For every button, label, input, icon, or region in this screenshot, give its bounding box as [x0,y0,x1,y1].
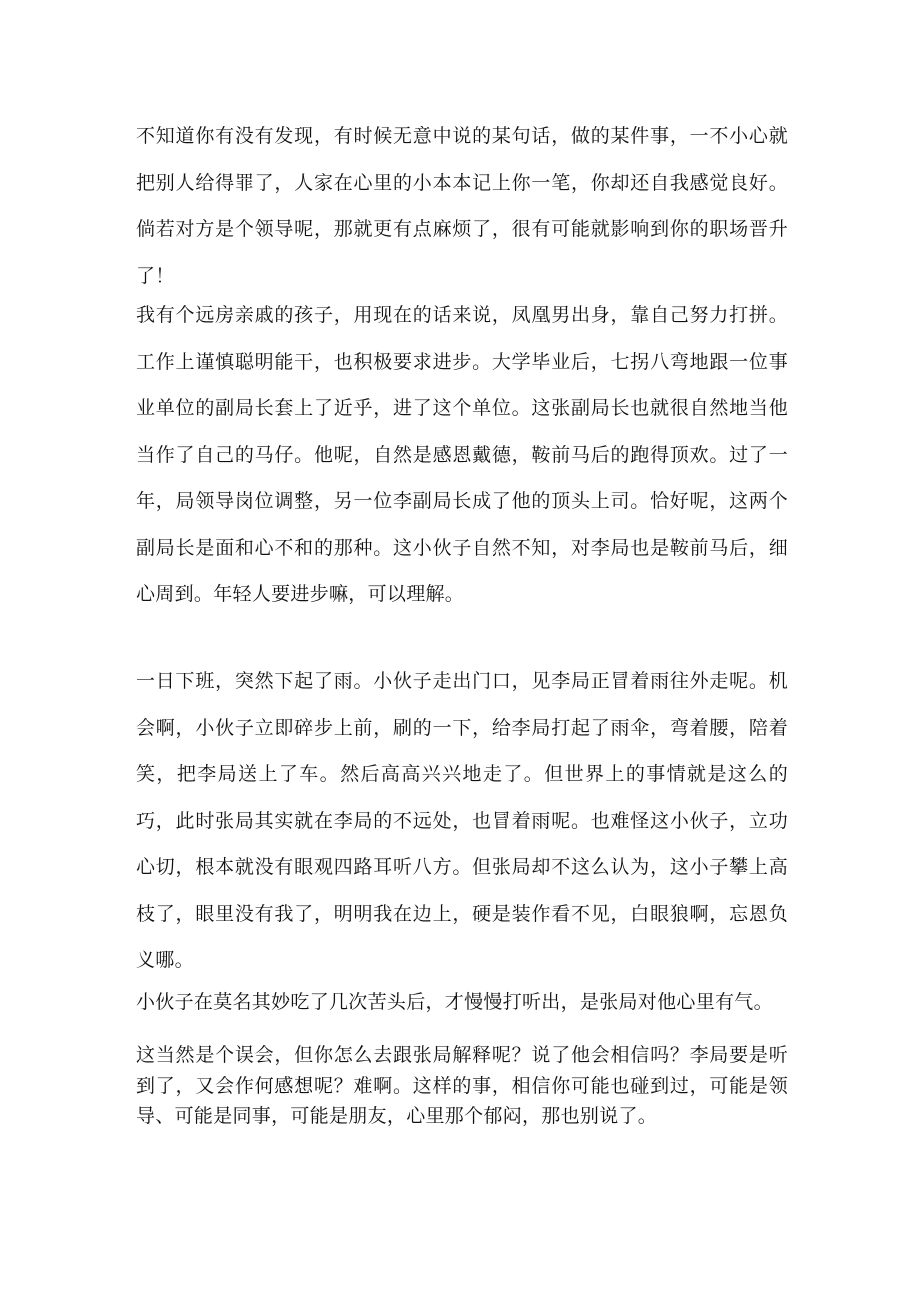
paragraph-intro: 不知道你有没有发现，有时候无意中说的某句话，做的某件事，一不小心就把别人给得罪了，人家在心里的小本本记上你一笔，你却还自我感觉良好。倘若对方是个领导呢，那就更有点麻烦了，很有可能就影响到你的职场晋升了！ [136,125,788,287]
paragraph-rain-incident: 一日下班，突然下起了雨。小伙子走出门口，见李局正冒着雨往外走呢。机会啊，小伙子立即碎步上前，刷的一下，给李局打起了雨伞，弯着腰，陪着笑，把李局送上了车。然后高高兴兴地走了。但世界上的事情就是这么的巧，此时张局其实就在李局的不远处，也冒着雨呢。也难怪这小伙子，立功心切，根本就没有眼观四路耳听八方。但张局却不这么认为，这小子攀上高枝了，眼里没有我了，明明我在边上，硬是装作看不见，白眼狼啊，忘恩负义哪。 [136,670,788,971]
paragraph-consequence: 小伙子在莫名其妙吃了几次苦头后，才慢慢打听出，是张局对他心里有气。 [136,991,773,1013]
paragraph-conclusion: 这当然是个误会，但你怎么去跟张局解释呢？说了他会相信吗？李局要是听到了，又会作何感想呢？难啊。这样的事，相信你可能也碰到过，可能是领导、可能是同事，可能是朋友，心里那个郁闷，那也别说了。 [136,1044,788,1127]
paragraph-background-story: 我有个远房亲戚的孩子，用现在的话来说，凤凰男出身，靠自己努力打拼。工作上谨慎聪明能干，也积极要求进步。大学毕业后，七拐八弯地跟一位事业单位的副局长套上了近乎，进了这个单位。这张副局长也就很自然地当他当作了自己的马仔。他呢，自然是感恩戴德，鞍前马后的跑得顶欢。过了一年，局领导岗位调整，另一位李副局长成了他的顶头上司。恰好呢，这两个副局长是面和心不和的那种。这小伙子自然不知，对李局也是鞍前马后，细心周到。年轻人要进步嘛，可以理解。 [136,304,788,605]
